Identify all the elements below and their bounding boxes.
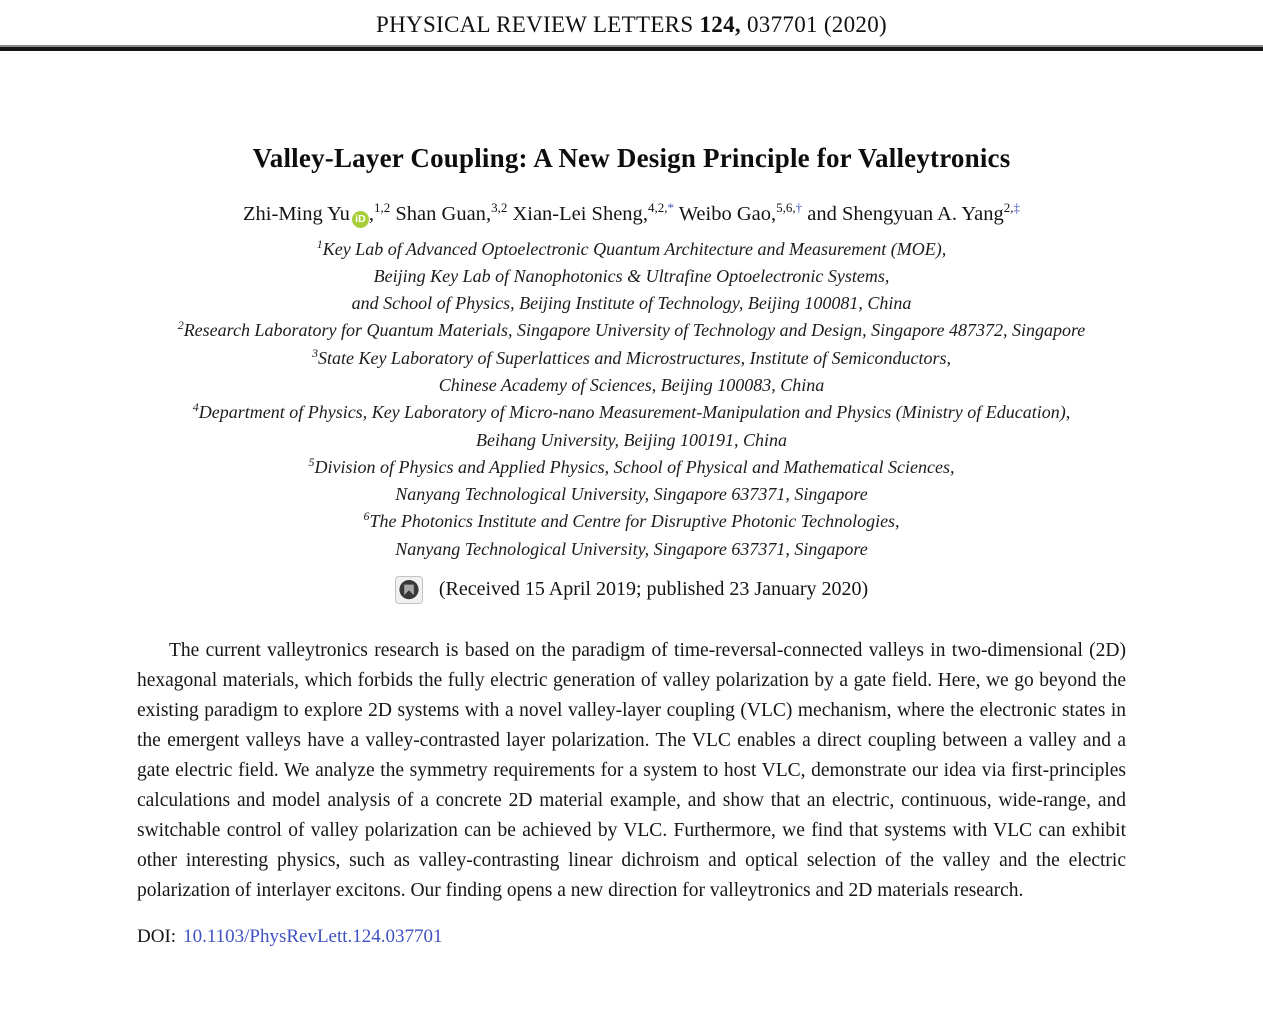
header-rule: [0, 45, 1263, 51]
crossmark-icon[interactable]: [395, 576, 423, 610]
affiliation-text: The Photonics Institute and Centre for Disruptive Photonic Technologies,: [369, 511, 900, 532]
author-name: Shengyuan A. Yang: [841, 203, 1004, 225]
affiliation-line: [0, 236, 1263, 263]
author-prefix: and: [807, 203, 842, 225]
affiliation-line: [0, 454, 1263, 481]
affiliation-number: 6: [363, 509, 370, 524]
affiliation-number: 5: [308, 454, 315, 469]
author-affiliation-sup: 1,2: [374, 200, 391, 216]
footnote-marker[interactable]: *: [667, 200, 674, 216]
received-line: [0, 576, 1263, 610]
affiliation-number: 1: [316, 236, 323, 251]
affiliation-text: Department of Physics, Key Laboratory of Micro-nano Measurement-Manipulation and Physics (Ministry of Education),: [198, 402, 1071, 423]
affiliation-line: [0, 536, 1263, 563]
author-affiliation-sup: 3,2: [491, 200, 508, 216]
affiliations: [0, 236, 1263, 564]
affiliation-text: Chinese Academy of Sciences, Beijing 100083, China: [438, 374, 825, 395]
affiliation-number: 2: [177, 318, 184, 333]
affiliation-text: Nanyang Technological University, Singapore 637371, Singapore: [395, 538, 868, 559]
affiliation-line: [0, 372, 1263, 399]
affiliation-line: [0, 399, 1263, 426]
affiliation-text: Beijing Key Lab of Nanophotonics & Ultrafine Optoelectronic Systems,: [373, 265, 890, 286]
affiliation-line: [0, 345, 1263, 372]
author-line: Zhi-Ming Yu iD ,$^{1,2}$ Shan Guan,$^{3,2}$ Xian-Lei Sheng,$^{4,2,*}$ Weibo Gao,$^{5,6,\dagger}$ and Shengyuan A. Yang$^{2,\ddagger}$: [0, 201, 1263, 228]
footnote-marker[interactable]: †: [795, 200, 803, 216]
author-affiliation-sup: 2,‡: [1003, 200, 1020, 216]
doi-label: DOI:: [137, 926, 177, 948]
affiliation-line: [0, 317, 1263, 344]
author-name: Xian-Lei Sheng: [512, 203, 643, 225]
affiliation-number: 4: [192, 400, 199, 415]
affiliation-line: [0, 290, 1263, 317]
abstract: The current valleytronics research is based on the paradigm of time-reversal-connected valleys in two-dimensional (2D) hexagonal materials, which forbids the fully electric generation of valley polarization by a gate field. Here, we go beyond the existing paradigm to explore 2D systems with a novel valley-layer coupling (VLC) mechanism, where the electronic states in the emergent valleys have a valley-contrasted layer polarization. The VLC enables a direct coupling between a valley and a gate electric field. We analyze the symmetry requirements for a system to host VLC, demonstrate our idea via first-principles calculations and model analysis of a concrete 2D material example, and show that an electric, continuous, wide-range, and switchable control of valley polarization can be achieved by VLC. Furthermore, we find that systems with VLC can exhibit other interesting physics, such as valley-contrasting linear dichroism and optical selection of the valley and the electric polarization of interlayer excitons. Our finding opens a new direction for valleytronics and 2D materials research.: [137, 640, 1126, 902]
journal-name: PHYSICAL REVIEW LETTERS: [376, 12, 694, 37]
affiliation-text: Research Laboratory for Quantum Materials, Singapore University of Technology and Design, Singapore 487372, Singapore: [183, 320, 1086, 341]
affiliation-text: and School of Physics, Beijing Institute of Technology, Beijing 100081, China: [351, 293, 912, 314]
affiliation-text: Nanyang Technological University, Singapore 637371, Singapore: [395, 484, 868, 505]
affiliation-text: State Key Laboratory of Superlattices and Microstructures, Institute of Semiconductors,: [317, 347, 952, 368]
author-name: Weibo Gao: [678, 203, 771, 225]
journal-article-info: 037701 (2020): [747, 12, 887, 37]
author-name: Shan Guan: [395, 203, 486, 225]
doi-link[interactable]: 10.1103/PhysRevLett.124.037701: [183, 926, 443, 948]
affiliation-line: [0, 508, 1263, 535]
footnote-marker[interactable]: ‡: [1013, 200, 1020, 216]
affiliation-line: [0, 481, 1263, 508]
paper-title: Valley-Layer Coupling: A New Design Principle for Valleytronics: [252, 143, 1011, 173]
affiliation-number: 3: [311, 345, 318, 360]
author-affiliation-sup: 5,6,†: [776, 200, 803, 216]
orcid-id-icon[interactable]: iD: [352, 211, 369, 228]
affiliation-text: Division of Physics and Applied Physics, School of Physical and Mathematical Sciences,: [314, 456, 955, 477]
doi-line: [137, 926, 1263, 948]
journal-volume: 124,: [699, 12, 741, 37]
author-affiliation-sup: 4,2,*: [647, 200, 674, 216]
affiliation-text: Key Lab of Advanced Optoelectronic Quantum Architecture and Measurement (MOE),: [322, 238, 947, 259]
affiliation-line: [0, 427, 1263, 454]
author-name: Zhi-Ming Yu: [243, 203, 350, 225]
journal-header: [0, 0, 1263, 38]
affiliation-line: [0, 263, 1263, 290]
affiliation-text: Beihang University, Beijing 100191, China: [476, 429, 787, 450]
received-text: (Received 15 April 2019; published 23 January 2020): [438, 578, 869, 601]
